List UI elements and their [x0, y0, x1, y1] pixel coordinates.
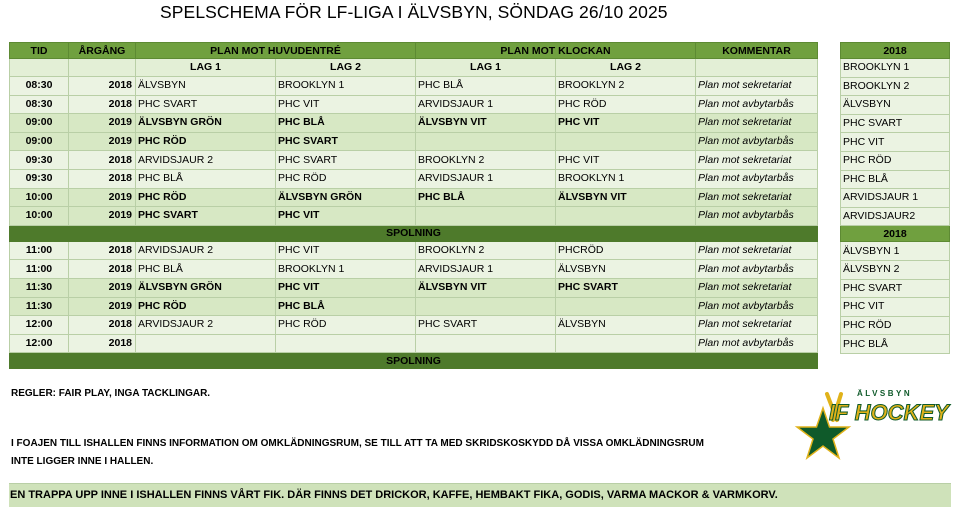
match-time: 12:00 — [10, 334, 69, 353]
plan1-team2: PHC BLÅ — [276, 114, 416, 133]
match-time: 10:00 — [10, 207, 69, 226]
plan1-team2: BROOKLYN 1 — [276, 260, 416, 279]
col-plan1: PLAN MOT HUVUDENTRÉ — [136, 43, 416, 59]
match-comment: Plan mot avbytarbås — [696, 132, 818, 151]
col-plan2-lag2: LAG 2 — [556, 59, 696, 77]
plan2-team1: PHC SVART — [416, 316, 556, 335]
team-list-1 — [841, 59, 950, 226]
team-list-header: 2018 — [841, 43, 950, 59]
match-year: 2019 — [69, 207, 136, 226]
match-year: 2019 — [69, 114, 136, 133]
match-year: 2019 — [69, 188, 136, 207]
plan2-team1: ARVIDSJAUR 1 — [416, 260, 556, 279]
match-row — [10, 207, 818, 226]
header-row — [10, 43, 818, 59]
team-row — [841, 77, 950, 96]
match-row — [10, 77, 818, 96]
plan2-team2: PHC VIT — [556, 151, 696, 170]
team-row — [841, 59, 950, 78]
match-time: 08:30 — [10, 77, 69, 96]
plan2-team2: ÄLVSBYN — [556, 260, 696, 279]
plan1-team1: PHC SVART — [136, 95, 276, 114]
plan2-team1: ARVIDSJAUR 1 — [416, 95, 556, 114]
plan1-team1: PHC RÖD — [136, 188, 276, 207]
plan2-team2 — [556, 297, 696, 316]
rules-text: REGLER: FAIR PLAY, INGA TACKLINGAR. — [11, 388, 211, 399]
match-time: 11:30 — [10, 297, 69, 316]
match-time: 08:30 — [10, 95, 69, 114]
match-time: 09:00 — [10, 132, 69, 151]
team-name: BROOKLYN 1 — [841, 59, 950, 78]
match-row — [10, 278, 818, 297]
match-time: 09:00 — [10, 114, 69, 133]
plan1-team2: PHC VIT — [276, 278, 416, 297]
plan1-team2: PHC BLÅ — [276, 297, 416, 316]
match-time: 11:30 — [10, 278, 69, 297]
team-name: ÄLVSBYN 1 — [841, 242, 950, 261]
match-time: 09:30 — [10, 151, 69, 170]
spolning-label: SPOLNING — [10, 225, 818, 241]
plan1-team1: PHC BLÅ — [136, 260, 276, 279]
plan1-team1: PHC SVART — [136, 207, 276, 226]
match-comment: Plan mot avbytarbås — [696, 334, 818, 353]
match-year: 2019 — [69, 278, 136, 297]
match-year: 2019 — [69, 132, 136, 151]
match-year: 2018 — [69, 77, 136, 96]
team-name: ÄLVSBYN 2 — [841, 260, 950, 279]
team-name: BROOKLYN 2 — [841, 77, 950, 96]
team-name: PHC RÖD — [841, 316, 950, 335]
match-row — [10, 334, 818, 353]
col-plan2: PLAN MOT KLOCKAN — [416, 43, 696, 59]
match-comment: Plan mot sekretariat — [696, 77, 818, 96]
match-year: 2018 — [69, 241, 136, 260]
plan2-team1 — [416, 207, 556, 226]
plan1-team2: PHC RÖD — [276, 169, 416, 188]
plan1-team2: PHC SVART — [276, 132, 416, 151]
team-row — [841, 151, 950, 170]
col-argang: ÅRGÅNG — [69, 43, 136, 59]
subheader-row — [10, 59, 818, 77]
match-comment: Plan mot sekretariat — [696, 278, 818, 297]
plan1-team1: PHC RÖD — [136, 132, 276, 151]
match-row — [10, 241, 818, 260]
plan1-team1 — [136, 334, 276, 353]
plan2-team1 — [416, 132, 556, 151]
plan2-team2 — [556, 132, 696, 151]
footer-info: EN TRAPPA UPP INNE I ISHALLEN FINNS VÅRT FIK. DÄR FINNS DET DRICKOR, KAFFE, HEMBAKT FIKA, GODIS, VARMA MACKOR & VARMKORV. — [9, 483, 951, 507]
match-year: 2018 — [69, 151, 136, 170]
plan1-team1: ARVIDSJAUR 2 — [136, 151, 276, 170]
match-comment: Plan mot avbytarbås — [696, 297, 818, 316]
plan1-team2: ÄLVSBYN GRÖN — [276, 188, 416, 207]
team-row — [841, 335, 950, 354]
spolning-row — [10, 353, 818, 369]
team-row — [841, 298, 950, 317]
logo-top-text: ÄLVSBYN — [857, 389, 913, 398]
match-row — [10, 316, 818, 335]
plan1-team2: PHC SVART — [276, 151, 416, 170]
col-kommentar: KOMMENTAR — [696, 43, 818, 59]
col-plan2-lag1: LAG 1 — [416, 59, 556, 77]
team-list-header: 2018 — [841, 226, 950, 242]
plan2-team1 — [416, 297, 556, 316]
plan2-team1: BROOKLYN 2 — [416, 241, 556, 260]
team-row — [841, 207, 950, 226]
match-comment: Plan mot sekretariat — [696, 188, 818, 207]
plan2-team2: BROOKLYN 2 — [556, 77, 696, 96]
match-row — [10, 169, 818, 188]
plan2-team2: PHCRÖD — [556, 241, 696, 260]
team-name: PHC SVART — [841, 279, 950, 298]
block-1 — [10, 77, 818, 226]
match-year: 2018 — [69, 316, 136, 335]
match-year: 2018 — [69, 334, 136, 353]
col-plan1-lag1: LAG 1 — [136, 59, 276, 77]
team-list-2 — [841, 242, 950, 354]
col-plan1-lag2: LAG 2 — [276, 59, 416, 77]
team-name: ARVIDSJAUR2 — [841, 207, 950, 226]
match-comment: Plan mot sekretariat — [696, 316, 818, 335]
match-comment: Plan mot avbytarbås — [696, 95, 818, 114]
notes — [10, 372, 790, 482]
spolning-label: SPOLNING — [10, 353, 818, 369]
plan1-team2 — [276, 334, 416, 353]
plan1-team1: ÄLVSBYN GRÖN — [136, 278, 276, 297]
match-year: 2019 — [69, 297, 136, 316]
plan1-team2: PHC RÖD — [276, 316, 416, 335]
team-name: PHC RÖD — [841, 151, 950, 170]
match-time: 10:00 — [10, 188, 69, 207]
block-2 — [10, 241, 818, 353]
plan1-team1: ÄLVSBYN GRÖN — [136, 114, 276, 133]
match-comment: Plan mot avbytarbås — [696, 260, 818, 279]
col-tid: TID — [10, 43, 69, 59]
logo-main-text: IF HOCKEY — [829, 400, 949, 425]
match-row — [10, 95, 818, 114]
plan1-team1: PHC BLÅ — [136, 169, 276, 188]
team-row — [841, 133, 950, 152]
team-row — [841, 279, 950, 298]
plan2-team1: PHC BLÅ — [416, 77, 556, 96]
plan1-team1: ARVIDSJAUR 2 — [136, 316, 276, 335]
match-comment: Plan mot sekretariat — [696, 114, 818, 133]
team-row — [841, 170, 950, 189]
page-title: SPELSCHEMA FÖR LF-LIGA I ÄLVSBYN, SÖNDAG 26/10 2025 — [160, 2, 668, 22]
match-year: 2018 — [69, 95, 136, 114]
plan2-team1: ÄLVSBYN VIT — [416, 114, 556, 133]
plan1-team2: PHC VIT — [276, 95, 416, 114]
plan2-team1: ARVIDSJAUR 1 — [416, 169, 556, 188]
plan2-team1: ÄLVSBYN VIT — [416, 278, 556, 297]
match-comment: Plan mot avbytarbås — [696, 169, 818, 188]
spolning-row — [10, 225, 818, 241]
plan2-team2 — [556, 334, 696, 353]
match-year: 2018 — [69, 169, 136, 188]
plan1-team2: BROOKLYN 1 — [276, 77, 416, 96]
team-name: PHC BLÅ — [841, 170, 950, 189]
plan1-team1: PHC RÖD — [136, 297, 276, 316]
team-name: ÄLVSBYN — [841, 96, 950, 115]
plan2-team2: PHC RÖD — [556, 95, 696, 114]
match-row — [10, 132, 818, 151]
if-hockey-logo — [793, 382, 949, 467]
plan2-team1 — [416, 334, 556, 353]
team-name: PHC SVART — [841, 114, 950, 133]
team-row — [841, 316, 950, 335]
plan2-team2 — [556, 207, 696, 226]
match-row — [10, 114, 818, 133]
team-row — [841, 260, 950, 279]
info-text: I FOAJEN TILL ISHALLEN FINNS INFORMATION OM OMKLÄDNINGSRUM, SE TILL ATT TA MED SKRIDSKOSKYDD DÅ VISSA OMKLÄDNINGSRUM INTE LIGGER INNE I HALLEN. — [11, 438, 704, 467]
team-row — [841, 242, 950, 261]
plan1-team2: PHC VIT — [276, 241, 416, 260]
plan2-team1: PHC BLÅ — [416, 188, 556, 207]
team-name: PHC VIT — [841, 133, 950, 152]
plan1-team2: PHC VIT — [276, 207, 416, 226]
team-name: ARVIDSJAUR 1 — [841, 189, 950, 208]
team-row — [841, 114, 950, 133]
match-time: 09:30 — [10, 169, 69, 188]
match-comment: Plan mot sekretariat — [696, 151, 818, 170]
plan2-team1: BROOKLYN 2 — [416, 151, 556, 170]
plan1-team1: ÄLVSBYN — [136, 77, 276, 96]
match-time: 11:00 — [10, 260, 69, 279]
match-comment: Plan mot avbytarbås — [696, 207, 818, 226]
plan2-team2: ÄLVSBYN VIT — [556, 188, 696, 207]
match-row — [10, 260, 818, 279]
match-row — [10, 297, 818, 316]
team-row — [841, 96, 950, 115]
team-list — [840, 42, 950, 354]
plan2-team2: PHC VIT — [556, 114, 696, 133]
match-row — [10, 151, 818, 170]
team-name: PHC VIT — [841, 298, 950, 317]
plan2-team2: ÄLVSBYN — [556, 316, 696, 335]
match-comment: Plan mot sekretariat — [696, 241, 818, 260]
schedule-table — [9, 42, 818, 369]
plan2-team2: PHC SVART — [556, 278, 696, 297]
match-year: 2018 — [69, 260, 136, 279]
match-time: 11:00 — [10, 241, 69, 260]
match-row — [10, 188, 818, 207]
team-row — [841, 189, 950, 208]
plan2-team2: BROOKLYN 1 — [556, 169, 696, 188]
match-time: 12:00 — [10, 316, 69, 335]
team-name: PHC BLÅ — [841, 335, 950, 354]
plan1-team1: ARVIDSJAUR 2 — [136, 241, 276, 260]
